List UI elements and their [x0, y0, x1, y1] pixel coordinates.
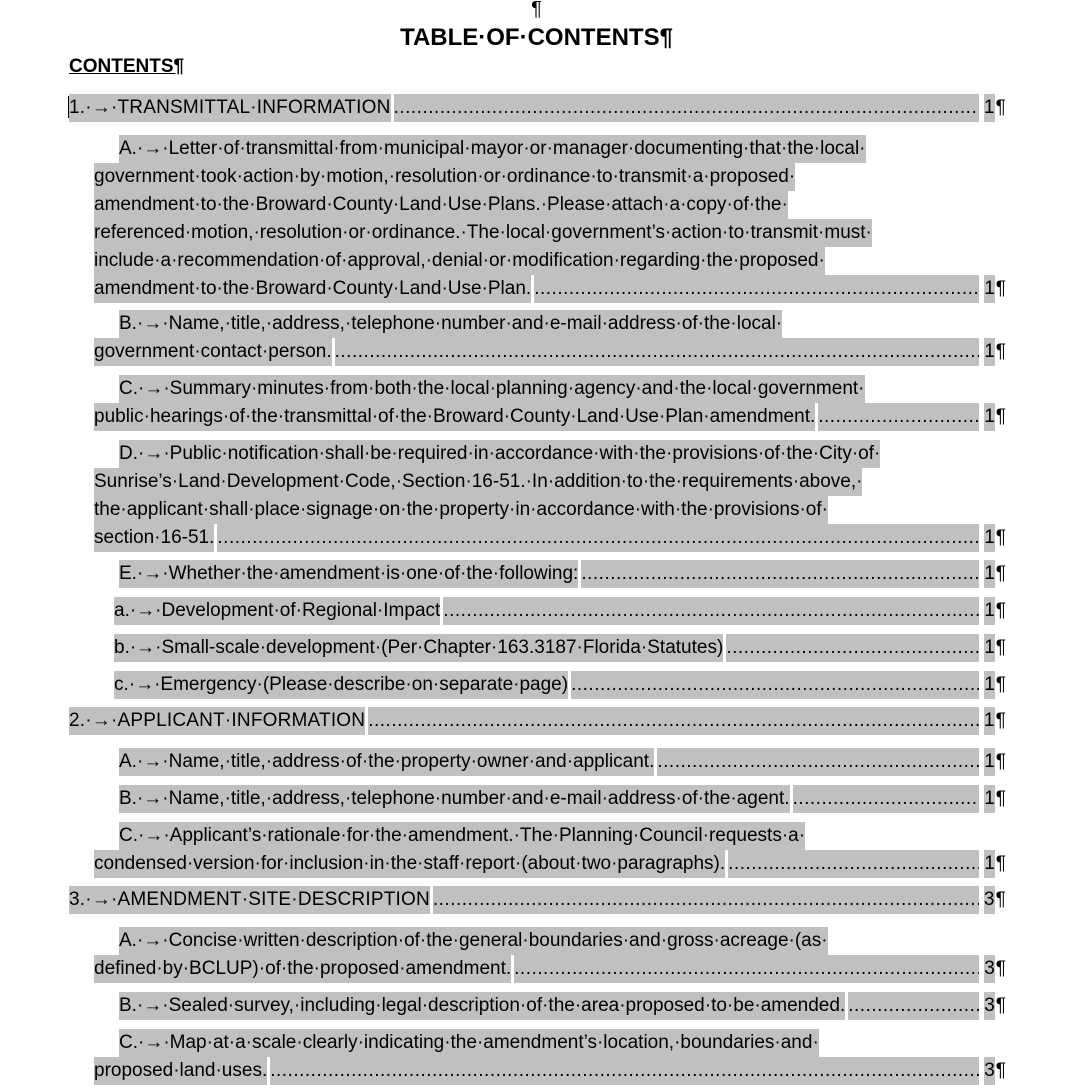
- page-number: 1: [984, 94, 995, 122]
- toc-entry-text: B.·→·Sealed·survey,·including·legal·description·of·the·area·proposed·to·be·amended.: [119, 992, 845, 1020]
- toc-section-heading[interactable]: [69, 707, 1006, 735]
- dot-leader: [394, 94, 979, 122]
- contents-heading: CONTENTS¶: [69, 56, 185, 77]
- paragraph-mark: ¶: [995, 751, 1006, 772]
- toc-entry-line[interactable]: [119, 560, 1006, 588]
- paragraph-mark: ¶: [995, 1060, 1006, 1081]
- paragraph-mark: ¶: [995, 995, 1006, 1016]
- paragraph-mark: ¶: [995, 674, 1006, 695]
- dot-leader: [433, 886, 979, 914]
- paragraph-mark: ¶: [995, 889, 1006, 910]
- toc-entry-line[interactable]: [119, 927, 1006, 955]
- toc-entry-line[interactable]: [94, 955, 1006, 983]
- paragraph-mark: ¶: [995, 853, 1006, 874]
- toc-entry-line[interactable]: [119, 440, 1006, 468]
- toc-entry-text: 2.·→·APPLICANT·INFORMATION: [69, 707, 365, 735]
- dot-leader: [534, 275, 979, 303]
- toc-entry-text: c.·→·Emergency·(Please·describe·on·separate·page): [114, 671, 568, 699]
- toc-entry-text: government·contact·person.: [94, 338, 332, 366]
- toc-entry-text: section·16-51.: [94, 524, 214, 552]
- toc-entry-text: defined·by·BCLUP)·of·the·proposed·amendment.: [94, 955, 511, 983]
- page-number: 1: [984, 403, 995, 431]
- toc-entry-line[interactable]: [114, 597, 1006, 625]
- paragraph-mark: ¶: [995, 958, 1006, 979]
- toc-entry-text: B.·→·Name,·title,·address,·telephone·number·and·e-mail·address·of·the·agent.: [119, 785, 790, 813]
- toc-entry-line[interactable]: [114, 671, 1006, 699]
- toc-entry-text: public·hearings·of·the·transmittal·of·the·Broward·County·Land·Use·Plan·amendment.: [94, 403, 815, 431]
- toc-entry-line[interactable]: [94, 163, 1006, 191]
- page-number: 1: [984, 748, 995, 776]
- toc-entry-text: referenced·motion,·resolution·or·ordinance.·The·local·government’s·action·to·transmit·must·: [94, 219, 872, 247]
- toc-entry-text: b.·→·Small-scale·development·(Per·Chapter·163.3187·Florida·Statutes): [114, 634, 723, 662]
- dot-leader: [818, 403, 979, 431]
- dot-leader: [581, 560, 979, 588]
- toc-entry-text: condensed·version·for·inclusion·in·the·staff·report·(about·two·paragraphs).: [94, 850, 725, 878]
- paragraph-mark: ¶: [995, 278, 1006, 299]
- toc-entry-line[interactable]: [119, 310, 1006, 338]
- toc-entry-line[interactable]: [119, 748, 1006, 776]
- toc-entry-line[interactable]: [119, 992, 1006, 1020]
- page-number: 1: [984, 275, 995, 303]
- page-number: 3: [984, 1057, 995, 1085]
- toc-entry-line[interactable]: [119, 785, 1006, 813]
- paragraph-mark: ¶: [995, 406, 1006, 427]
- dot-leader: [217, 524, 979, 552]
- dot-leader: [793, 785, 980, 813]
- toc-entry-text: 3.·→·AMENDMENT·SITE·DESCRIPTION: [69, 886, 430, 914]
- toc-entry-text: A.·→·Concise·written·description·of·the·general·boundaries·and·gross·acreage·(as·: [119, 927, 828, 955]
- toc-entry-line[interactable]: [94, 468, 1006, 496]
- toc-entry-text: A.·→·Letter·of·transmittal·from·municipal·mayor·or·manager·documenting·that·the·local·: [119, 135, 866, 163]
- toc-entry-line[interactable]: [94, 219, 1006, 247]
- toc-entry-text: 1.·→·TRANSMITTAL·INFORMATION: [69, 94, 391, 122]
- toc-entry-text: C.·→·Map·at·a·scale·clearly·indicating·the·amendment’s·location,·boundaries·and·: [119, 1029, 819, 1057]
- paragraph-mark: ¶: [995, 710, 1006, 731]
- page-number: 3: [984, 886, 995, 914]
- page-number: 1: [984, 785, 995, 813]
- toc-entry-text: Sunrise’s·Land·Development·Code,·Section·16-51.·In·addition·to·the·requirements·above,·: [94, 468, 862, 496]
- toc-entry-line[interactable]: [94, 247, 1006, 275]
- toc-entry-text: amendment·to·the·Broward·County·Land·Use·Plan.: [94, 275, 531, 303]
- dot-leader: [571, 671, 979, 699]
- toc-entry-line[interactable]: [94, 1057, 1006, 1085]
- paragraph-mark: ¶: [995, 788, 1006, 809]
- dot-leader: [657, 748, 979, 776]
- page-number: 1: [984, 560, 995, 588]
- toc-entry-line[interactable]: [94, 338, 1006, 366]
- toc-entry-line[interactable]: [119, 1029, 1006, 1057]
- toc-entry-text: amendment·to·the·Broward·County·Land·Use·Plans.·Please·attach·a·copy·of·the·: [94, 191, 788, 219]
- paragraph-mark: ¶: [995, 600, 1006, 621]
- toc-entry-text: the·applicant·shall·place·signage·on·the·property·in·accordance·with·the·provisions·of·: [94, 496, 828, 524]
- toc-entry-line[interactable]: [119, 375, 1006, 403]
- toc-entry-text: a.·→·Development·of·Regional·Impact: [114, 597, 440, 625]
- page-number: 3: [984, 955, 995, 983]
- toc-section-heading[interactable]: [69, 886, 1006, 914]
- toc-entry-text: A.·→·Name,·title,·address·of·the·property·owner·and·applicant.: [119, 748, 654, 776]
- page-number: 1: [984, 524, 995, 552]
- toc-entry-text: B.·→·Name,·title,·address,·telephone·number·and·e-mail·address·of·the·local·: [119, 310, 782, 338]
- toc-entry-text: government·took·action·by·motion,·resolution·or·ordinance·to·transmit·a·proposed·: [94, 163, 795, 191]
- dot-leader: [335, 338, 980, 366]
- paragraph-mark: ¶: [995, 563, 1006, 584]
- toc-entry-line[interactable]: [119, 822, 1006, 850]
- paragraph-mark: ¶: [531, 0, 542, 20]
- dot-leader: [514, 955, 979, 983]
- paragraph-mark: ¶: [995, 637, 1006, 658]
- toc-entry-text: D.·→·Public·notification·shall·be·required·in·accordance·with·the·provisions·of·the·City·of·: [119, 440, 880, 468]
- toc-section-heading[interactable]: [69, 94, 1006, 122]
- toc-entry-text: include·a·recommendation·of·approval,·denial·or·modification·regarding·the·proposed·: [94, 247, 825, 275]
- toc-entry-line[interactable]: [94, 850, 1006, 878]
- page-number: 1: [984, 338, 995, 366]
- dot-leader: [728, 850, 979, 878]
- dot-leader: [270, 1057, 979, 1085]
- dot-leader: [726, 634, 979, 662]
- paragraph-mark: ¶: [995, 341, 1006, 362]
- toc-entry-line[interactable]: [94, 191, 1006, 219]
- toc-entry-text: proposed·land·uses.: [94, 1057, 267, 1085]
- paragraph-mark: ¶: [995, 527, 1006, 548]
- toc-entry-text: C.·→·Summary·minutes·from·both·the·local·planning·agency·and·the·local·government·: [119, 375, 865, 403]
- page-number: 1: [984, 634, 995, 662]
- page-title: TABLE·OF·CONTENTS¶: [400, 24, 673, 51]
- toc-entry-text: E.·→·Whether·the·amendment·is·one·of·the·following:: [119, 560, 578, 588]
- toc-entry-line[interactable]: [94, 403, 1006, 431]
- page-number: 1: [984, 850, 995, 878]
- paragraph-mark: ¶: [995, 97, 1006, 118]
- page-number: 1: [984, 597, 995, 625]
- toc-entry-line[interactable]: [94, 524, 1006, 552]
- toc-entry-line[interactable]: [119, 135, 1006, 163]
- toc-entry-line[interactable]: [94, 275, 1006, 303]
- toc-entry-text: C.·→·Applicant’s·rationale·for·the·amendment.·The·Planning·Council·requests·a·: [119, 822, 805, 850]
- toc-entry-line[interactable]: [94, 496, 1006, 524]
- page-number: 1: [984, 671, 995, 699]
- page-number: 3: [984, 992, 995, 1020]
- toc-entry-line[interactable]: [114, 634, 1006, 662]
- dot-leader: [848, 992, 979, 1020]
- page-number: 1: [984, 707, 995, 735]
- dot-leader: [443, 597, 979, 625]
- dot-leader: [368, 707, 979, 735]
